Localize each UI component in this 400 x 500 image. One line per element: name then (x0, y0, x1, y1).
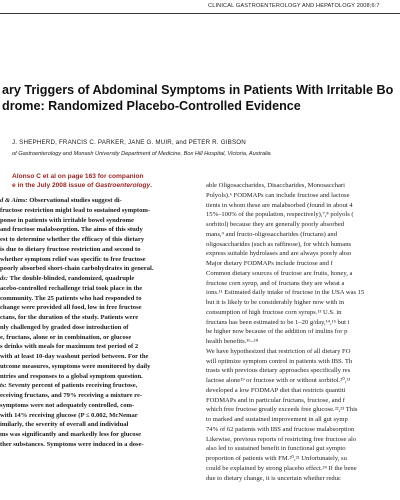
abstract-line (0, 264, 190, 274)
body-text-line: Polyols).⁶ FODMAPs can include fructose and lactose (206, 191, 350, 199)
abstract-column (0, 196, 190, 450)
abstract-line-text: Seventy percent of patients receiving fructose, (6, 382, 138, 390)
abstract-line-text: with at least 10-day washout period between. For the (0, 353, 149, 360)
abstract-line (0, 342, 190, 352)
abstract-line (0, 284, 190, 294)
abstract-line (0, 294, 190, 304)
body-text-line: oligosaccharides (such as raffinose), for which humans (206, 240, 352, 248)
abstract-line-text: is due to dietary fructose restriction and second to (0, 245, 141, 253)
abstract-line-text: est to determine whether the efficacy of this dietary (0, 236, 145, 243)
body-text-line: express suitable hydrolases and are always poorly abso (206, 250, 352, 258)
body-text-line: lactose alone¹⁹ or fructose with or without sorbitol.²⁰,²¹ (206, 377, 351, 384)
body-text-line: developed a low FODMAP diet that restricts quantiti (206, 386, 346, 394)
abstract-line-text: ponse in patients with irritable bowel syndrome (0, 216, 134, 224)
abstract-line-text: s drinks with meals for maximum test period of 2 (0, 343, 139, 351)
abstract-line (0, 274, 190, 284)
companion-note-line-2 (12, 181, 198, 190)
abstract-line (0, 401, 190, 411)
abstract-line-text: Observational studies suggest di- (27, 197, 122, 204)
abstract-line (0, 255, 190, 265)
body-text-line: consumption of high fructose corn syrups.¹³ U.S. in (206, 308, 342, 316)
abstract-line (0, 420, 190, 430)
abstract-line-text: The double-blinded, randomized, quadruple (8, 275, 135, 282)
abstract-section-label: ts: (0, 382, 7, 390)
body-text-line: but it is likely to be considerably higher now with in (206, 299, 345, 306)
abstract-line (0, 323, 190, 333)
body-text-line: FODMAPs and in particular fructans, fructose, and f (206, 396, 345, 404)
abstract-line (0, 235, 190, 245)
abstract-line (0, 430, 190, 440)
companion-note-suffix: . (150, 182, 153, 189)
abstract-line-text: poorly absorbed short-chain carbohydrates in general. (0, 265, 154, 273)
abstract-line-text: ther substances. Symptoms were induced in a dose- (0, 440, 144, 448)
body-text-line: fructose corn syrup, and of fructans they are wheat a (206, 279, 345, 287)
abstract-line (0, 411, 190, 421)
article-title (2, 82, 400, 114)
body-text-line: will optimize symptom control in patients with IBS. Th (206, 357, 353, 365)
body-text-line: 15%–100% of the population, respectively),⁷,⁸ polyols ( (206, 211, 354, 219)
body-text-line: Likewise, previous reports of restricting free fructose alo (206, 435, 357, 443)
body-text-line: health benefits.¹⁶–¹⁸ (206, 338, 259, 345)
abstract-line-text: ms was significantly and markedly less for glucose (0, 431, 142, 438)
abstract-line-text: community. The 25 patients who had responded to (0, 294, 142, 302)
body-text-line: could be explained by strong placebo effect.²⁴ If the bene (206, 464, 357, 472)
abstract-line-text: nly challenged by graded dose introduction of (0, 323, 129, 331)
body-text-line: 74% of 62 patients with IBS and fructose malabsorption (206, 425, 355, 433)
abstract-line (0, 381, 190, 391)
abstract-line-text: eceiving fructans, and 79% receiving a mixture re- (0, 392, 143, 399)
companion-note-line-1: Alonso C et al on page 163 for companion (12, 173, 144, 180)
abstract-line (0, 303, 190, 313)
abstract-line-text: e, fructans, alone or in combination, or glucose (0, 333, 132, 341)
body-text-column (206, 181, 400, 483)
abstract-line (0, 225, 190, 235)
abstract-section-label: d & Aims: (0, 197, 28, 204)
abstract-line-text: imilarly, the severity of overall and individual (0, 421, 129, 429)
abstract-section-label: ds: (0, 275, 9, 282)
journal-running-header: CLINICAL GASTROENTEROLOGY AND HEPATOLOGY 2008;6:7 (208, 3, 380, 9)
abstract-line-text: fructose restriction might lead to sustained symptom- (0, 206, 151, 214)
abstract-line (0, 245, 190, 255)
body-text-line: ions.¹¹ Estimated daily intake of fructose in the USA was 15 (206, 289, 365, 297)
body-text-line: proportion of patients with FM.²⁰,²¹ Unfortunately, su (206, 455, 347, 462)
body-text-line: able Oligosaccharides, Disaccharides, Monosacchari (206, 182, 345, 189)
body-text-line: fructans has been estimated to be 1–20 g/day,¹⁴,¹⁵ but i (206, 318, 350, 326)
abstract-line-text: symptoms were not adequately controlled, com- (0, 401, 135, 409)
body-text-line: sorbitol) because they are generally poorly absorbed (206, 221, 345, 228)
abstract-line (0, 362, 190, 372)
body-text-line: Common dietary sources of fructose are fruits, honey, a (206, 269, 353, 277)
body-text-line: to marked and sustained improvement in all gut symp (206, 416, 348, 423)
author-list: J. SHEPHERD, FRANCIS C. PARKER, JANE G. MUIR, and PETER R. GIBSON (12, 139, 246, 146)
abstract-line-text: ntries and responses to a global symptom question. (0, 372, 143, 380)
abstract-line-text: ctans, for the duration of the study. Patients were (0, 314, 139, 321)
title-line-1: ary Triggers of Abdominal Symptoms in Patients With Irritable Bo (2, 83, 394, 97)
abstract-line (0, 352, 190, 362)
abstract-line (0, 440, 190, 450)
abstract-line-text: acebo-controlled rechallenge trial took place in the (0, 284, 143, 292)
abstract-line (0, 216, 190, 226)
abstract-line (0, 313, 190, 323)
abstract-line-text: and fructose malabsorption. The aims of this study (0, 226, 143, 234)
header-rule (0, 13, 400, 14)
abstract-line (0, 372, 190, 382)
body-text-line: We have hypothesized that restriction of all dietary FO (206, 347, 351, 355)
body-text-line: also led to sustained benefit in functional gut sympto (206, 445, 346, 453)
title-line-2: drome: Randomized Placebo-Controlled Evidence (2, 99, 301, 113)
companion-article-note[interactable] (12, 172, 198, 190)
abstract-line-text: whether symptom relief was specific to free fructose (0, 255, 146, 263)
abstract-line (0, 333, 190, 343)
body-text-line: trasts with previous dietary approaches specifically res (206, 367, 351, 375)
body-text-line: due to dietary change, it is uncertain whether reduc (206, 474, 341, 482)
companion-note-prefix: e in the July 2008 issue of (12, 182, 96, 189)
abstract-line-text: change were provided all food, low in free fructose (0, 304, 142, 312)
abstract-line-text: utcome measures, symptoms were monitored by daily (0, 362, 151, 370)
companion-note-journal: Gastroenterology (95, 182, 151, 189)
abstract-lines (0, 196, 190, 450)
abstract-line-text: with 14% receiving glucose (P ≤ 0.002, McNemar (0, 411, 138, 419)
body-lines (206, 181, 400, 483)
body-text-line: mans,⁹ and fructo-oligosaccharides (fructans) and (206, 230, 338, 238)
body-text-line: which free fructose greatly exceeds free glucose.²²,²³ This (206, 406, 358, 414)
body-text-line: Major dietary FODMAPs include fructose and f (206, 260, 333, 267)
body-text-line: tients in whom these are malabsorbed (found in about 4 (206, 201, 353, 209)
abstract-line (0, 196, 190, 206)
body-text-line: be higher now because of the addition of inulins for p (206, 328, 348, 336)
author-affiliation: of Gastroenterology and Monash University Department of Medicine, Box Hill Hospital, Victoria, Australia (12, 151, 271, 157)
abstract-line (0, 206, 190, 216)
abstract-line (0, 391, 190, 401)
